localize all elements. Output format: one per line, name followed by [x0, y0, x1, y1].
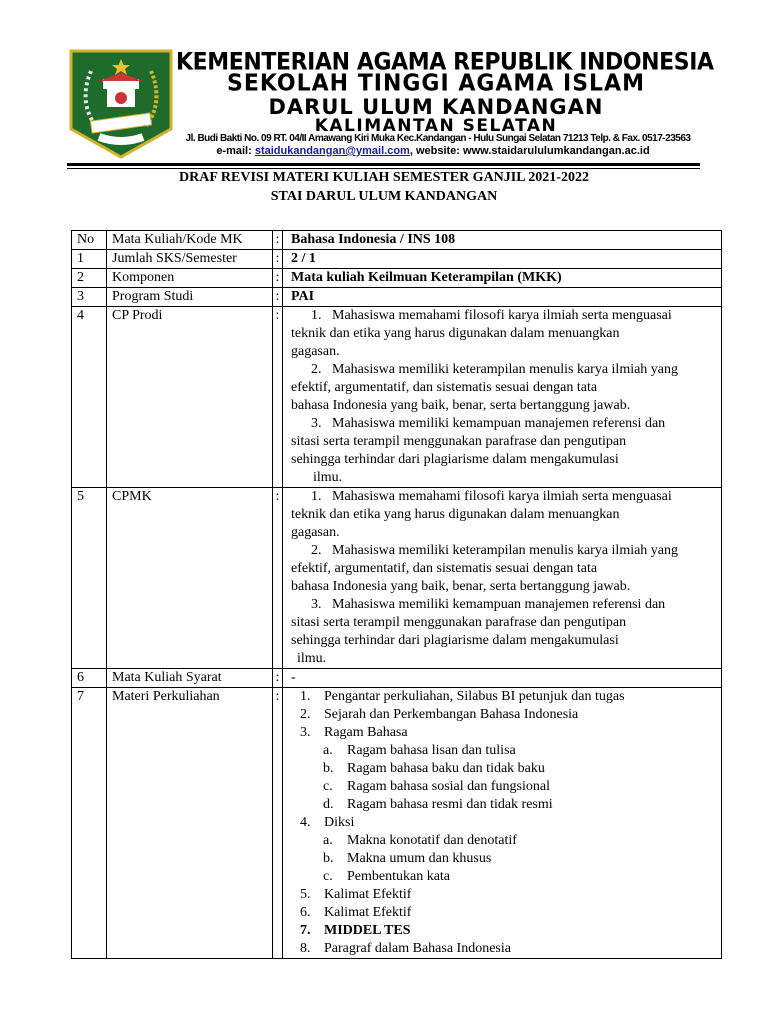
item-text: MIDDEL TES	[324, 923, 411, 938]
item-text: Paragraf dalam Bahasa Indonesia	[324, 941, 511, 956]
sublist-item	[283, 796, 721, 814]
item-text: Kalimat Efektif	[324, 887, 412, 902]
item-text-cont: sehingga terhindar dari plagiarisme dalam mengakumulasi	[291, 633, 619, 648]
subitem-text: Pembentukan kata	[347, 869, 451, 884]
row-colon: :	[273, 669, 283, 688]
course-info-table	[71, 230, 722, 959]
subitem-text: Ragam bahasa sosial dan fungsional	[347, 779, 550, 794]
list-item	[283, 814, 721, 832]
table-row	[72, 488, 722, 669]
sublist-item	[283, 778, 721, 796]
item-text: Mahasiswa memiliki kemampuan manajemen referensi dan	[332, 597, 666, 612]
item-text: Sejarah dan Perkembangan Bahasa Indonesia	[324, 707, 579, 722]
list-item	[283, 940, 721, 958]
row-value: PAI	[283, 288, 722, 307]
item-number: 2.	[311, 543, 322, 558]
list-item	[283, 688, 721, 706]
email-link[interactable]: staidukandangan@ymail.com	[254, 145, 410, 157]
email-label: e-mail:	[216, 145, 252, 157]
materi-sublist	[283, 742, 721, 814]
item-text: Diksi	[324, 815, 355, 830]
row-number: 1	[72, 250, 107, 269]
item-text: Ragam Bahasa	[324, 725, 408, 740]
item-text: Kalimat Efektif	[324, 905, 412, 920]
document-subtitle: STAI DARUL ULUM KANDANGAN	[270, 189, 498, 204]
item-number: 1.	[311, 489, 322, 504]
sublist-item	[283, 742, 721, 760]
row-colon: :	[273, 250, 283, 269]
item-text-cont: teknik dan etika yang harus digunakan dalam menuangkan	[291, 326, 620, 341]
subitem-letter: c.	[323, 779, 333, 794]
institution-type: SEKOLAH TINGGI AGAMA ISLAM	[227, 70, 645, 97]
item-number: 2.	[311, 362, 322, 377]
subitem-letter: d.	[323, 797, 334, 812]
item-number: 3.	[300, 725, 311, 740]
item-text-cont: efektif, argumentatif, dan sistematis sesuai dengan tata	[291, 561, 598, 576]
item-number: 4.	[300, 815, 311, 830]
row-number: 2	[72, 269, 107, 288]
row-label: Program Studi	[107, 288, 273, 307]
item-number: 7.	[300, 923, 311, 938]
item-text-cont: efektif, argumentatif, dan sistematis sesuai dengan tata	[291, 380, 598, 395]
list-item	[291, 361, 711, 415]
sublist-item	[283, 760, 721, 778]
cp-prodi-list	[291, 307, 721, 487]
subitem-letter: a.	[323, 833, 333, 848]
subitem-text: Ragam bahasa resmi dan tidak resmi	[347, 797, 553, 812]
item-text-cont: sehingga terhindar dari plagiarisme dalam mengakumulasi	[291, 452, 619, 467]
header-rule-thick	[67, 163, 700, 166]
item-text: Mahasiswa memiliki keterampilan menulis karya ilmiah yang	[332, 362, 679, 377]
list-item	[283, 724, 721, 742]
table-row	[72, 669, 722, 688]
row-colon: :	[273, 288, 283, 307]
row-value: -	[283, 669, 722, 688]
item-text-cont: gagasan.	[291, 525, 340, 540]
table-row	[72, 250, 722, 269]
website-text: www.staidarululumkandangan.ac.id	[463, 145, 650, 157]
cpmk-list	[291, 488, 721, 668]
row-number: No	[72, 231, 107, 250]
list-item	[283, 922, 721, 940]
subitem-letter: b.	[323, 851, 334, 866]
list-item	[291, 596, 711, 668]
subitem-letter: a.	[323, 743, 333, 758]
item-text-cont: bahasa Indonesia yang baik, benar, serta bertanggung jawab.	[291, 398, 631, 413]
row-colon: :	[273, 269, 283, 288]
row-label: Mata Kuliah/Kode MK	[107, 231, 273, 250]
row-colon: :	[273, 688, 283, 959]
table-row	[72, 288, 722, 307]
item-text-cont: teknik dan etika yang harus digunakan dalam menuangkan	[291, 507, 620, 522]
item-text: Mahasiswa memahami filosofi karya ilmiah serta menguasai	[332, 489, 672, 504]
materi-sublist	[283, 832, 721, 886]
row-label: CP Prodi	[107, 307, 273, 488]
cp-prodi-cell	[283, 307, 722, 488]
subitem-letter: c.	[323, 869, 333, 884]
list-item	[291, 415, 711, 487]
header-rule-thin	[67, 168, 700, 169]
subitem-text: Makna umum dan khusus	[347, 851, 492, 866]
materi-list	[283, 814, 721, 832]
item-text: Mahasiswa memahami filosofi karya ilmiah serta menguasai	[332, 308, 672, 323]
item-text: Mahasiswa memiliki kemampuan manajemen referensi dan	[332, 416, 666, 431]
item-text-cont: gagasan.	[291, 344, 340, 359]
row-label: Jumlah SKS/Semester	[107, 250, 273, 269]
item-number: 1.	[300, 689, 311, 704]
row-label: Materi Perkuliahan	[107, 688, 273, 959]
subitem-text: Makna konotatif dan denotatif	[347, 833, 517, 848]
row-value: Bahasa Indonesia / INS 108	[283, 231, 722, 250]
item-number: 5.	[300, 887, 311, 902]
table-row	[72, 688, 722, 959]
list-item	[291, 542, 711, 596]
table-row	[72, 307, 722, 488]
materi-list	[283, 688, 721, 742]
item-number: 1.	[311, 308, 322, 323]
materi-list	[283, 886, 721, 958]
cpmk-cell	[283, 488, 722, 669]
row-colon: :	[273, 231, 283, 250]
table-row	[72, 269, 722, 288]
row-number: 5	[72, 488, 107, 669]
row-label: Komponen	[107, 269, 273, 288]
row-number: 3	[72, 288, 107, 307]
row-colon: :	[273, 307, 283, 488]
contact-line	[178, 145, 688, 157]
row-label: CPMK	[107, 488, 273, 669]
institution-name: DARUL ULUM KANDANGAN	[268, 95, 604, 119]
website-label: , website:	[409, 145, 460, 157]
sublist-item	[283, 850, 721, 868]
row-value: Mata kuliah Keilmuan Keterampilan (MKK)	[283, 269, 722, 288]
row-label: Mata Kuliah Syarat	[107, 669, 273, 688]
institution-address: Jl. Budi Bakti No. 09 RT. 04/II Amawang Kiri Muka Kec.Kandangan - Hulu Sungai Selatan 71213 Telp. & Fax. 0517-23563	[185, 133, 691, 144]
item-number: 6.	[300, 905, 311, 920]
subitem-letter: b.	[323, 761, 334, 776]
item-text-last: ilmu.	[297, 651, 327, 666]
subitem-text: Ragam bahasa baku dan tidak baku	[347, 761, 545, 776]
item-text-cont: bahasa Indonesia yang baik, benar, serta bertanggung jawab.	[291, 579, 631, 594]
item-number: 3.	[311, 416, 322, 431]
row-number: 4	[72, 307, 107, 488]
item-text: Mahasiswa memiliki keterampilan menulis karya ilmiah yang	[332, 543, 679, 558]
list-item	[283, 886, 721, 904]
subitem-text: Ragam bahasa lisan dan tulisa	[347, 743, 516, 758]
item-text-cont: sitasi serta terampil menggunakan parafrase dan pengutipan	[291, 434, 627, 449]
list-item	[283, 904, 721, 922]
institution-logo	[69, 49, 173, 159]
list-item	[291, 307, 711, 361]
row-value: 2 / 1	[283, 250, 722, 269]
materi-cell	[283, 688, 722, 959]
item-text-last: ilmu.	[313, 470, 343, 485]
table-row	[72, 231, 722, 250]
list-item	[283, 706, 721, 724]
sublist-item	[283, 868, 721, 886]
item-text: Pengantar perkuliahan, Silabus BI petunjuk dan tugas	[324, 689, 625, 704]
item-number: 8.	[300, 941, 311, 956]
item-number: 2.	[300, 707, 311, 722]
ministry-name: KEMENTERIAN AGAMA REPUBLIK INDONESIA	[176, 48, 714, 77]
list-item	[291, 488, 711, 542]
sublist-item	[283, 832, 721, 850]
row-number: 7	[72, 688, 107, 959]
item-text-cont: sitasi serta terampil menggunakan parafrase dan pengutipan	[291, 615, 627, 630]
row-colon: :	[273, 488, 283, 669]
document-title: DRAF REVISI MATERI KULIAH SEMESTER GANJIL 2021-2022	[179, 170, 589, 185]
institution-region: KALIMANTAN SELATAN	[314, 116, 558, 136]
item-number: 3.	[311, 597, 322, 612]
row-number: 6	[72, 669, 107, 688]
